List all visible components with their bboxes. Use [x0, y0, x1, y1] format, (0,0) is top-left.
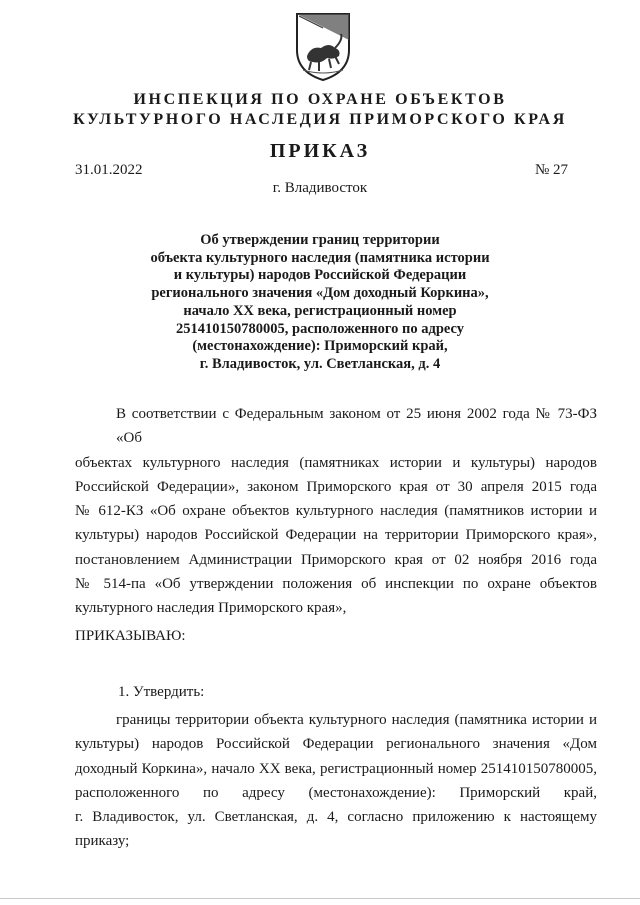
- agency-name-line-2: КУЛЬТУРНОГО НАСЛЕДИЯ ПРИМОРСКОГО КРАЯ: [73, 111, 567, 128]
- item-1-line: г. Владивосток, ул. Светланская, д. 4, согласно приложению к настоящему: [75, 809, 597, 826]
- item-1-line: приказу;: [75, 833, 130, 850]
- subject-line: г. Владивосток, ул. Светланская, д. 4: [199, 355, 441, 372]
- subject-line: и культуры) народов Российской Федерации: [173, 267, 467, 284]
- preamble-line: объектах культурного наследия (памятниках истории и культуры) народов: [75, 454, 597, 471]
- subject-line: (местонахождение): Приморский край,: [192, 338, 448, 355]
- item-1-paragraph: [75, 708, 597, 854]
- subject-line: 251410150780005, расположенного по адресу: [176, 320, 464, 337]
- preamble-line: В соответствии с Федеральным законом от 25 июня 2002 года № 73-ФЗ «Об: [116, 406, 597, 447]
- subject-line: начало XX века, регистрационный номер: [183, 302, 457, 319]
- document-city: г. Владивосток: [272, 180, 368, 196]
- preamble-line: № 514-па «Об утверждении положения об инспекции по охране объектов: [75, 576, 597, 593]
- document-type-title: ПРИКАЗ: [269, 140, 371, 162]
- preamble-line: культуры) народов Российской Федерации на территории Приморского края»,: [75, 527, 597, 544]
- document-number: № 27: [534, 162, 568, 178]
- agency-name-line-1: ИНСПЕКЦИЯ ПО ОХРАНЕ ОБЪЕКТОВ: [133, 91, 507, 108]
- decree-word: ПРИКАЗЫВАЮ:: [75, 628, 186, 644]
- coat-of-arms-icon: [293, 10, 353, 82]
- preamble-paragraph: [75, 402, 597, 621]
- preamble-line: культурного наследия Приморского края»,: [75, 600, 347, 617]
- preamble-line: Российской Федерации», законом Приморского края от 30 апреля 2015 года: [75, 478, 597, 495]
- scan-border-line: [0, 898, 640, 899]
- preamble-line: № 612-КЗ «Об охране объектов культурного наследия (памятников истории и: [75, 503, 597, 520]
- subject-line: Об утверждении границ территории: [200, 232, 440, 248]
- item-1-line: культуры) народов Российской Федерации регионального значения «Дом: [75, 736, 597, 753]
- document-date: 31.01.2022: [75, 162, 143, 178]
- preamble-line: постановлением Администрации Приморского края от 02 ноября 2016 года: [75, 551, 597, 568]
- item-1-heading: 1. Утвердить:: [118, 684, 205, 700]
- subject-line: объекта культурного наследия (памятника истории: [150, 249, 490, 266]
- item-1-line: расположенного по адресу (местонахождение): Приморский край,: [75, 784, 597, 801]
- item-1-line: доходный Коркина», начало XX века, регистрационный номер 251410150780005,: [75, 760, 597, 777]
- item-1-line: границы территории объекта культурного наследия (памятника истории и: [116, 712, 597, 728]
- subject-line: регионального значения «Дом доходный Коркина»,: [151, 285, 489, 302]
- document-subject: [140, 232, 500, 374]
